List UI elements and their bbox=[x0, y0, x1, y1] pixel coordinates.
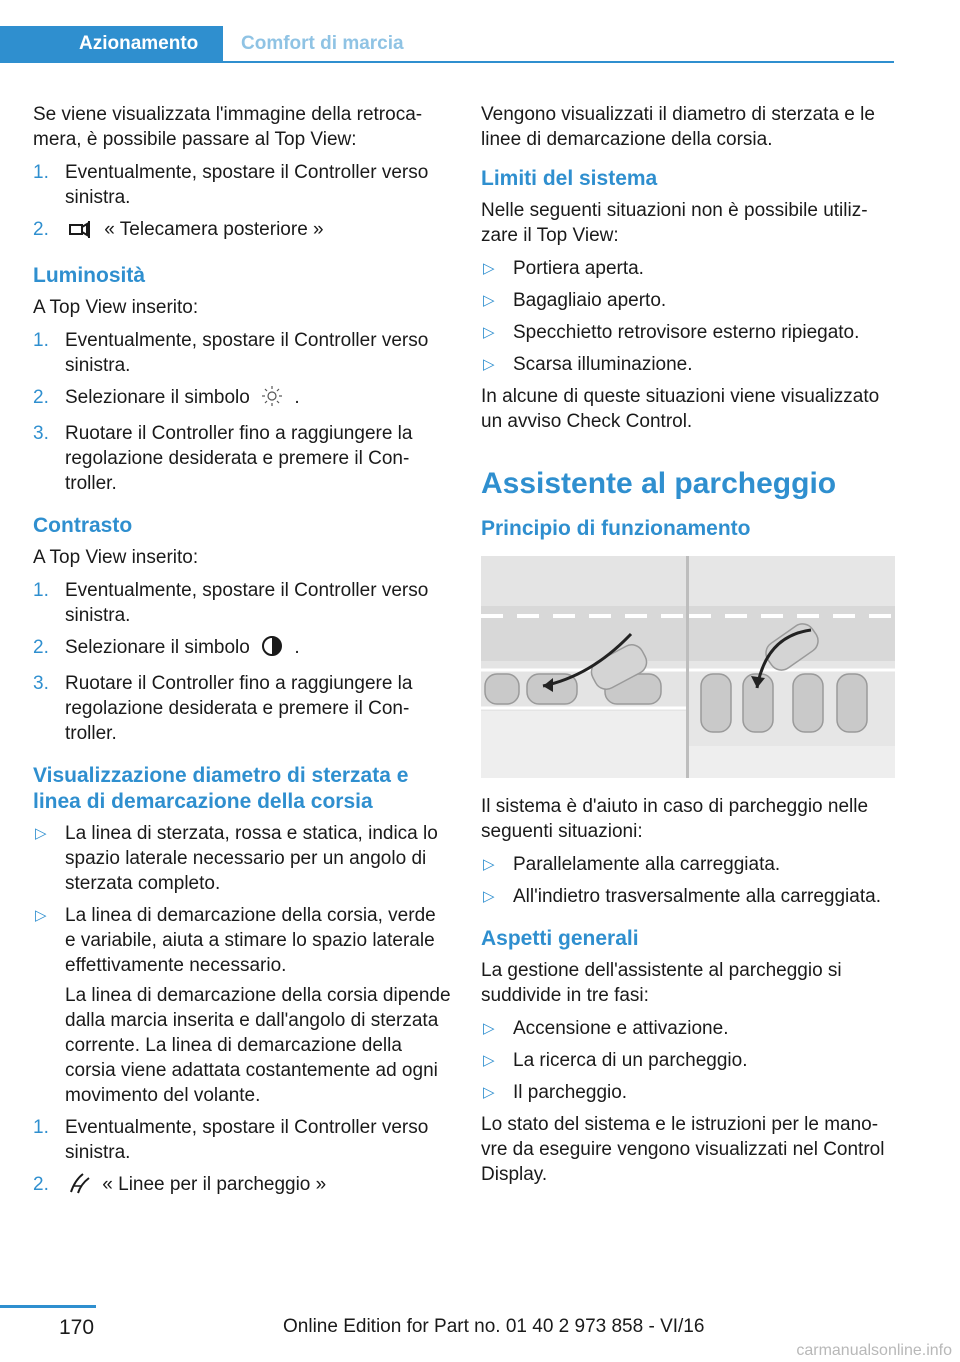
parking-lines-icon bbox=[69, 1172, 91, 1201]
bullet-item: ▷ Il parcheggio. bbox=[483, 1082, 628, 1103]
bullet-item: ▷ Accensione e attivazione. bbox=[483, 1018, 729, 1039]
contrasto-intro: A Top View inserito: bbox=[33, 547, 199, 568]
heading-luminosita: Luminosità bbox=[33, 264, 146, 287]
triangle-bullet-icon: ▷ bbox=[483, 356, 495, 373]
contrast-icon bbox=[261, 635, 283, 664]
step-item: 3. Ruotare il Controller fino a raggiungere la regolazione desiderata e premere il Controller. bbox=[33, 423, 413, 494]
bullet-item: ▷ La linea di demarcazione della corsia, verde e variabile, aiuta a stimare lo spazio laterale effettivamente necessario. bbox=[35, 905, 436, 976]
heading-visualizzazione: Visualizzazione diametro di sterzata e linea di demarcazione della corsia bbox=[33, 764, 409, 813]
parking-illustration bbox=[481, 556, 895, 778]
triangle-bullet-icon: ▷ bbox=[483, 856, 495, 873]
right-intro: Vengono visualizzati il diametro di sterzata e le linee di demarcazione della corsia. bbox=[481, 104, 875, 150]
triangle-bullet-icon: ▷ bbox=[483, 292, 495, 309]
principio-text: Il sistema è d'aiuto in caso di parcheggio nelle seguenti situazioni: bbox=[481, 796, 869, 842]
tab-azionamento[interactable]: Azionamento bbox=[0, 26, 223, 61]
heading-limiti: Limiti del sistema bbox=[481, 167, 658, 190]
brightness-sun-icon bbox=[261, 385, 283, 414]
aspetti-intro: La gestione dell'assistente al parcheggio si suddivide in tre fasi: bbox=[481, 960, 842, 1006]
left-column bbox=[33, 102, 451, 1208]
footer-rule bbox=[0, 1305, 96, 1308]
step-item: 1. Eventualmente, spostare il Controller verso sinistra. bbox=[33, 1117, 429, 1163]
bullet-item: ▷ Bagagliaio aperto. bbox=[483, 290, 667, 311]
bullet-item: ▷ Specchietto retrovisore esterno ripiegato. bbox=[483, 322, 860, 343]
triangle-bullet-icon: ▷ bbox=[483, 1020, 495, 1037]
intro-text: Se viene visualizzata l'immagine della retrocamera, è possibile passare al Top View: bbox=[33, 104, 423, 150]
bullet-subtext: La linea di demarcazione della corsia dipende dalla marcia inserita e dall'angolo di sterzata corrente. La linea di demarcazione della corsia viene adattata costantemente ad ogni movimento del volante. bbox=[65, 985, 451, 1106]
triangle-bullet-icon: ▷ bbox=[35, 907, 47, 924]
triangle-bullet-icon: ▷ bbox=[35, 825, 47, 842]
tab-comfort-di-marcia[interactable]: Comfort di marcia bbox=[241, 33, 404, 54]
triangle-bullet-icon: ▷ bbox=[483, 888, 495, 905]
step-item: 1. Eventualmente, spostare il Controller verso sinistra. bbox=[33, 330, 429, 376]
header-tabbar bbox=[0, 26, 894, 63]
bullet-item: ▷ La ricerca di un parcheggio. bbox=[483, 1050, 748, 1071]
bullet-item: ▷ All'indietro trasversalmente alla carreggiata. bbox=[483, 886, 881, 907]
right-column bbox=[481, 102, 897, 1195]
page-number: 170 bbox=[59, 1316, 95, 1339]
step-item: 3. Ruotare il Controller fino a raggiungere la regolazione desiderata e premere il Controller. bbox=[33, 673, 413, 744]
luminosita-intro: A Top View inserito: bbox=[33, 297, 199, 318]
bullet-item: ▷ Parallelamente alla carreggiata. bbox=[483, 854, 781, 875]
step-item: 2. Selezionare il simbolo . bbox=[33, 385, 451, 414]
step-item: 2. Selezionare il simbolo . bbox=[33, 635, 451, 664]
bullet-item: ▷ Portiera aperta. bbox=[483, 258, 644, 279]
triangle-bullet-icon: ▷ bbox=[483, 324, 495, 341]
watermark: carmanualsonline.info bbox=[796, 1342, 952, 1359]
limiti-intro: Nelle seguenti situazioni non è possibile utilizzare il Top View: bbox=[481, 200, 868, 246]
bullet-item: ▷ Scarsa illuminazione. bbox=[483, 354, 693, 375]
rear-camera-icon bbox=[69, 219, 93, 246]
step-item: 2. « Linee per il parcheggio » bbox=[33, 1172, 451, 1201]
aspetti-outro: Lo stato del sistema e le istruzioni per le manovre da eseguire vengono visualizzati nel Control Display. bbox=[481, 1114, 885, 1185]
bullet-item: ▷ La linea di sterzata, rossa e statica, indica lo spazio laterale necessario per un angolo di sterzata completo. bbox=[35, 823, 438, 894]
triangle-bullet-icon: ▷ bbox=[483, 1052, 495, 1069]
triangle-bullet-icon: ▷ bbox=[483, 260, 495, 277]
step-item: 2. « Telecamera posteriore » bbox=[33, 217, 451, 246]
step-item: 1. Eventualmente, spostare il Controller verso sinistra. bbox=[33, 580, 429, 626]
heading-principio: Principio di funzionamento bbox=[481, 517, 751, 540]
limiti-outro: In alcune di queste situazioni viene visualizzato un avviso Check Control. bbox=[481, 386, 880, 432]
heading-contrasto: Contrasto bbox=[33, 514, 133, 537]
heading-assistente: Assistente al parcheggio bbox=[481, 467, 837, 500]
step-item: 1. Eventualmente, spostare il Controller verso sinistra. bbox=[33, 162, 429, 208]
triangle-bullet-icon: ▷ bbox=[483, 1084, 495, 1101]
heading-aspetti: Aspetti generali bbox=[481, 927, 639, 950]
edition-text: Online Edition for Part no. 01 40 2 973 858 - VI/16 bbox=[283, 1316, 705, 1337]
